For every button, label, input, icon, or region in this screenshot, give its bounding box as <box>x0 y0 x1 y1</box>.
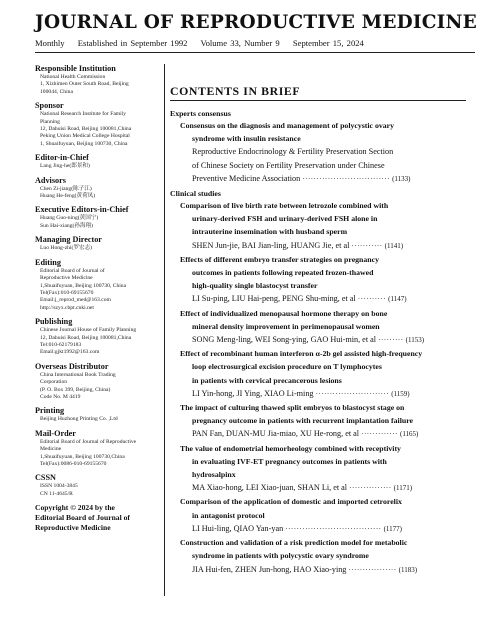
info-section-line: Tel(Fax):010-69155670 <box>40 289 94 296</box>
info-section <box>35 317 159 357</box>
toc-article[interactable] <box>180 307 466 348</box>
info-section <box>35 64 159 96</box>
info-section-line: Chinese Journal House of Family Planning <box>40 327 137 334</box>
contents-column <box>170 84 466 577</box>
leader-dots: ················· <box>348 565 397 574</box>
info-section-line: Huang He-feng(黄荷凤) <box>40 193 96 200</box>
info-section-line: 1, Xizhimen Outer South Road, Beijing <box>40 81 129 88</box>
copyright <box>35 503 159 533</box>
masthead-info-column <box>35 64 159 533</box>
article-title-line: in antagonist protocol <box>192 510 265 520</box>
info-section-title: Editor-in-Chief <box>35 153 89 163</box>
article-title-line: high-quality single blastocyst transfer <box>192 281 318 291</box>
info-section-line: Editorial Board of Journal of <box>40 267 105 274</box>
toc-article[interactable] <box>180 536 466 577</box>
info-section-line: Corporation <box>40 379 68 386</box>
article-title-line: Effect of individualized menopausal hormone therapy on bone <box>180 308 388 318</box>
article-author-page-line <box>180 172 466 186</box>
info-section-line: Planning <box>40 118 60 125</box>
copyright-line: Copyright © 2024 by the <box>35 503 115 513</box>
info-section-title: Publishing <box>35 317 73 327</box>
article-author-line: of Chinese Society on Fertility Preservation under Chinese <box>192 160 385 170</box>
info-section-line: National Research Institute for Family <box>40 111 127 118</box>
toc-article[interactable] <box>180 495 466 536</box>
article-title-line: The impact of culturing thawed split embryos to blastocyst stage on <box>180 403 405 413</box>
article-author-page-line <box>180 563 466 577</box>
info-section-title: Editing <box>35 257 61 267</box>
table-of-contents <box>170 108 466 577</box>
info-section-line: Tel:010-62179183 <box>40 341 82 348</box>
info-section <box>35 473 159 498</box>
info-section-line: 12, Dahuisi Road, Beijing 100081,China <box>40 126 132 133</box>
article-authors: LI Su-ping, LIU Hai-peng, PENG Shu-ming, et al <box>192 294 356 304</box>
info-section-line: Huang Guo-ning(黄国宁) <box>40 215 99 222</box>
article-page: (1133) <box>392 174 411 183</box>
article-author-page-line <box>180 292 466 306</box>
info-section-line: Lang Jing-he(郎景和) <box>40 163 90 170</box>
article-title-line: intrauterine insemination with husband sperm <box>192 227 348 237</box>
info-section-line: 12, Dahuisi Road, Beijing 100081,China <box>40 334 132 341</box>
info-section <box>35 406 159 423</box>
leader-dots: ······························· <box>302 174 391 183</box>
info-section-line: Email:gjkt1992@163.com <box>40 349 100 356</box>
info-section-title: Responsible Institution <box>35 64 116 73</box>
info-section-title: Sponsor <box>35 101 64 111</box>
info-section-line: Sun Hai-xiang(孙海翔) <box>40 222 93 229</box>
leader-dots: ············· <box>361 430 398 439</box>
issue-info <box>35 38 475 48</box>
info-section-line: 1,Shuaifuyuan, Beijing 100730,China <box>40 453 125 460</box>
article-title-line: The value of endometrial hemorheology combined with receptivity <box>180 443 401 453</box>
info-section <box>35 101 159 148</box>
article-authors: MA Xiao-hong, LEI Xiao-juan, SHAN Li, et al <box>192 483 348 493</box>
info-section <box>35 153 159 170</box>
column-divider <box>164 64 165 596</box>
info-section <box>35 429 159 469</box>
leader-dots: ·································· <box>285 524 382 533</box>
article-page: (1183) <box>398 565 418 574</box>
info-section-line: Tel(Fax):0086-010-69155670 <box>40 461 107 467</box>
article-title-line: Construction and validation of a risk prediction model for metabolic <box>180 538 408 548</box>
article-page: (1165) <box>399 430 419 439</box>
info-section <box>35 176 159 201</box>
established: Established in September 1992 <box>77 38 188 48</box>
article-author-page-line <box>180 239 466 253</box>
leader-dots: ·········· <box>357 295 387 304</box>
article-title-line: Comparison of the application of domestic and imported cetrorelix <box>180 497 402 507</box>
info-section-line: CN 11-4645/R <box>40 490 73 497</box>
toc-article[interactable] <box>180 199 466 253</box>
article-authors: LI Hui-ling, QIAO Yan-yan <box>192 523 284 533</box>
article-title-line: mineral density improvement in perimenopausal women <box>192 321 380 331</box>
frequency: Monthly <box>35 38 65 48</box>
toc-article[interactable] <box>180 401 466 442</box>
info-section-line: 1,Shuaifuyuan, Beijing 100730, China <box>40 282 127 289</box>
info-section-line: National Health Commission <box>40 74 106 80</box>
toc-article[interactable] <box>180 347 466 401</box>
info-section-line: Peking Union Medical College Hospital <box>40 133 130 140</box>
journal-title: JOURNAL OF REPRODUCTIVE MEDICINE <box>35 12 477 33</box>
article-title-line: loop electrosurgical excision procedure on T lymphocytes <box>192 362 382 372</box>
info-section-title: Executive Editors-in-Chief <box>35 205 129 215</box>
info-section-line: ISSN 1004-3845 <box>40 483 78 490</box>
leader-dots: ··············· <box>349 484 392 493</box>
article-page: (1141) <box>384 241 404 250</box>
info-section-line: (P. O. Box 399, Beijing, China) <box>40 386 111 393</box>
info-section-line: China International Book Trading <box>40 371 116 378</box>
article-page: (1147) <box>388 295 407 304</box>
copyright-line: Editorial Board of Journal of <box>35 513 130 523</box>
toc-category: Clinical studies <box>170 189 221 199</box>
toc-article[interactable] <box>180 442 466 496</box>
info-section-line: Beijing Huzhong Printing Co. ,Ltd <box>40 416 118 423</box>
info-section-title: Overseas Distributor <box>35 361 109 371</box>
article-author-page-line <box>180 427 466 441</box>
info-section <box>35 205 159 230</box>
article-title-line: outcomes in patients following repeated frozen-thawed <box>192 268 374 278</box>
article-title-line: urinary-derived FSH and urinary-derived FSH alone in <box>192 214 378 224</box>
info-section-line: Reproductive Medicine <box>40 275 93 282</box>
article-title-line: Effect of recombinant human interferon α-2b gel assisted high-frequency <box>180 349 423 359</box>
article-title-line: syndrome in patients with polycystic ovary syndrome <box>192 551 369 561</box>
info-section-line: Medicine <box>40 446 62 453</box>
article-author-page-line <box>180 387 466 401</box>
leader-dots: ·························· <box>315 389 390 398</box>
copyright-line: Reproductive Medicine <box>35 523 111 533</box>
article-title-line: Consensus on the diagnosis and management of polycystic ovary <box>180 121 395 130</box>
info-section-line: Luo Hong-zhi(罗宏志) <box>40 245 93 252</box>
article-page: (1171) <box>393 484 413 493</box>
volume: Volume 33, Number 9 <box>200 38 280 48</box>
article-authors: JIA Hui-fen, ZHEN Jun-hong, HAO Xiao-ying <box>192 564 347 574</box>
article-authors: SHEN Jun-jie, BAI Jian-ling, HUANG Jie, et al <box>192 240 350 250</box>
info-section-line: 100044, China <box>40 88 73 95</box>
article-title-line: in evaluating IVF-ET pregnancy outcomes in patients with <box>192 456 387 466</box>
article-page: (1153) <box>405 336 425 345</box>
info-section-title: Printing <box>35 406 65 416</box>
info-section-line: 1, Shuaifuyuan, Beijing 100730, China <box>40 140 128 147</box>
article-author-line: Reproductive Endocrinology & Fertility Preservation Section <box>192 147 394 157</box>
leader-dots: ········· <box>378 336 404 345</box>
issue-date: September 15, 2024 <box>292 38 364 48</box>
contents-title: CONTENTS IN BRIEF <box>170 84 466 101</box>
article-page: (1177) <box>383 524 402 533</box>
article-author-page-line <box>180 333 466 347</box>
leader-dots: ··········· <box>351 241 383 250</box>
info-section-title: Advisors <box>35 175 66 185</box>
toc-article[interactable] <box>180 119 466 186</box>
article-title-line: pregnancy outcome in patients with recurrent implantation failure <box>192 416 413 426</box>
info-section-title: Managing Director <box>35 235 102 245</box>
info-section-title: CSSN <box>35 473 56 483</box>
toc-article[interactable] <box>180 253 466 307</box>
article-authors: SONG Meng-ling, WEI Song-ying, GAO Hui-min, et al <box>192 335 377 345</box>
article-title-line: Comparison of live birth rate between letrozole combined with <box>180 201 389 211</box>
info-section-line: Chen Zi-jiang(陈子江) <box>40 185 92 192</box>
article-author-page-line <box>180 522 466 536</box>
info-section <box>35 258 159 312</box>
article-title-line: hydrosalpinx <box>192 470 236 480</box>
article-title-line: syndrome with insulin resistance <box>192 134 301 144</box>
header-rule <box>35 52 475 53</box>
info-section-line: Email:j_reprod_med@163.com <box>40 297 111 304</box>
article-page: (1159) <box>391 389 410 398</box>
info-section <box>35 235 159 252</box>
info-section-line: Editorial Board of Journal of Reproductive <box>40 438 137 445</box>
article-authors: Preventive Medicine Association <box>192 173 301 183</box>
info-section-line: http://szyx.cbpt.cnki.net <box>40 304 94 311</box>
article-authors: PAN Fan, DUAN-MU Jia-miao, XU He-rong, et al <box>192 429 360 439</box>
article-title-line: Effects of different embryo transfer strategies on pregnancy <box>180 254 379 264</box>
masthead <box>35 12 475 48</box>
article-authors: LI Yin-hong, JI Ying, XIAO Li-ming <box>192 388 314 398</box>
info-section-title: Mail-Order <box>35 428 76 438</box>
info-section-line: Code No. M 4419 <box>40 393 81 400</box>
info-section <box>35 362 159 402</box>
toc-category: Experts consensus <box>170 109 231 118</box>
article-author-page-line <box>180 481 466 495</box>
article-title-line: in patients with cervical precancerous lesions <box>192 375 342 385</box>
